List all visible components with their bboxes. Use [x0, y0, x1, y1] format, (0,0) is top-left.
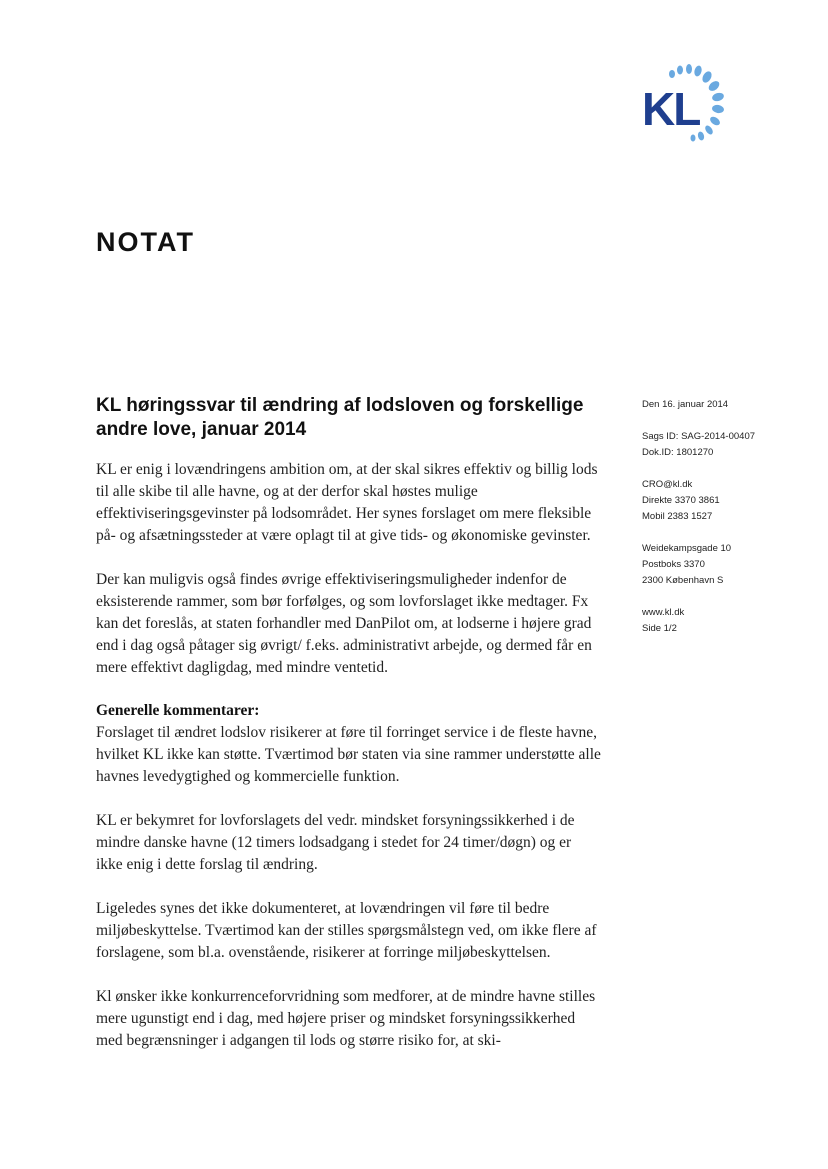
general-comments-section: [96, 700, 601, 1052]
document-body: [96, 459, 601, 1074]
website: www.kl.dk: [642, 607, 685, 618]
address-group: [642, 541, 812, 589]
logo-text: KL: [642, 83, 700, 135]
paragraph: Der kan muligvis også findes øvrige effektiviseringsmuligheder indenfor de eksisterende rammer, som bør forfølges, og som lovforslaget ikke medtager. Fx kan det foreslås, at staten forhandler med DanPilot om, at lodserne i højere grad end i dag også påtager sig øvrigt/ f.eks. administrativt arbejde, og dermed får en mere effektivt dagligdag, med mindre ventetid.: [96, 571, 592, 676]
id-group: [642, 429, 812, 461]
paragraph: Forslaget til ændret lodslov risikerer at føre til forringet service i de fleste havne, hvilket KL ikke kan støtte. Tværtimod bør staten via sine rammer understøtte alle havnes levedygtighed og kommercielle funktion.: [96, 724, 601, 785]
document-metadata-sidebar: [642, 397, 812, 653]
paragraph: Kl ønsker ikke konkurrenceforvridning som medforer, at de mindre havne stilles mere ugunstigt end i dag, med højere priser og mindsket forsyningssikkerhed med begrænsninger i adgangen til lods og større risiko for, at ski-: [96, 988, 596, 1049]
case-id: Sags ID: SAG-2014-00407: [642, 431, 756, 442]
address-street: Weidekampsgade 10: [642, 543, 732, 554]
contact-mobile: Mobil 2383 1527: [642, 511, 713, 522]
document-type-heading: NOTAT: [96, 227, 195, 257]
web-group: [642, 605, 812, 637]
contact-group: [642, 477, 812, 525]
document-title: KL høringssvar til ændring af lodsloven og forskellige andre love, januar 2014: [96, 395, 584, 440]
address-city: 2300 København S: [642, 575, 724, 586]
document-date: Den 16. januar 2014: [642, 399, 729, 410]
paragraph: Ligeledes synes det ikke dokumenteret, at lovændringen vil føre til bedre miljøbeskyttelse. Tværtimod kan der stilles spørgsmålstegn ved, om ikke flere af forslagene, som bl.a. ovenstående, risikerer at forringe miljøbeskyttelsen.: [96, 900, 597, 961]
contact-email: CRO@kl.dk: [642, 479, 693, 490]
contact-direct-phone: Direkte 3370 3861: [642, 495, 720, 506]
kl-logo: [636, 60, 736, 150]
page-number: Side 1/2: [642, 623, 677, 634]
document-id: Dok.ID: 1801270: [642, 447, 714, 458]
section-heading: Generelle kommentarer:: [96, 702, 260, 719]
paragraph: KL er bekymret for lovforslagets del vedr. mindsket forsyningssikkerhed i de mindre danske havne (12 timers lodsadgang i stedet for 24 timer/døgn) og er ikke enig i dette forslag til ændring.: [96, 812, 575, 873]
paragraph: KL er enig i lovændringens ambition om, at der skal sikres effektiv og billig lods til alle skibe til alle havne, og at der derfor skal høstes mulige effektiviseringsgevinster på lodsområdet. Her synes forslaget om mere fleksible på- og afsætningssteder at være oplagt til at give tids- og økonomiske gevinster.: [96, 461, 598, 544]
address-po-box: Postboks 3370: [642, 559, 705, 570]
date-group: [642, 397, 812, 413]
